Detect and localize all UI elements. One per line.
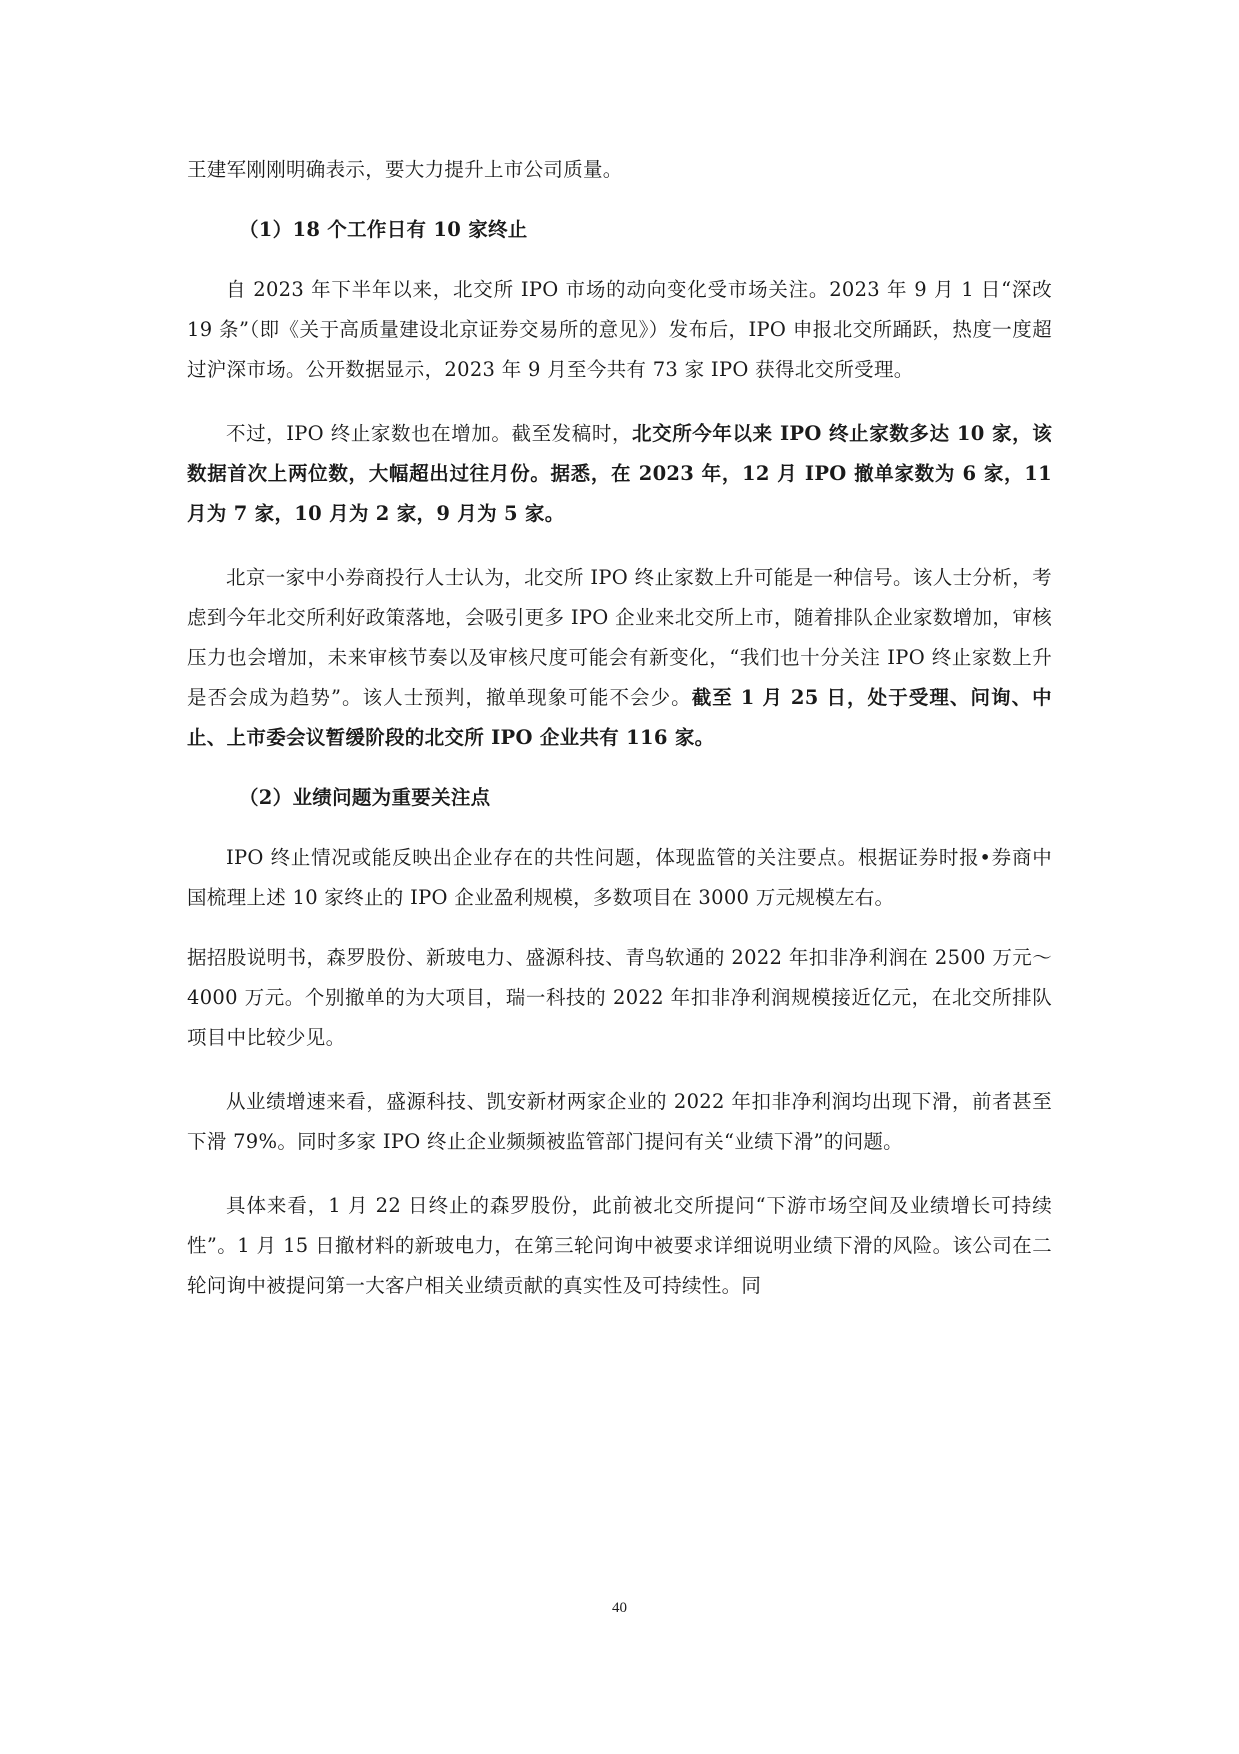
paragraph-7: 具体来看，1 月 22 日终止的森罗股份，此前被北交所提问“下游市场空间及业绩增长可持续性”。1 月 15 日撤材料的新玻电力，在第三轮问询中被要求详细说明业绩下滑的风险。该公司在二轮问询中被提问第一大客户相关业绩贡献的真实性及可持续性。同 bbox=[187, 1194, 1052, 1297]
paragraph-intro: 王建军刚刚明确表示，要大力提升上市公司质量。 bbox=[187, 158, 623, 181]
paragraph-4: IPO 终止情况或能反映出企业存在的共性问题，体现监管的关注要点。根据证券时报•券商中国梳理上述 10 家终止的 IPO 企业盈利规模，多数项目在 3000 万元规模左右。 bbox=[187, 846, 1052, 909]
paragraph-6: 从业绩增速来看，盛源科技、凯安新材两家企业的 2022 年扣非净利润均出现下滑，前者甚至下滑 79%。同时多家 IPO 终止企业频频被监管部门提问有关“业绩下滑”的问题。 bbox=[187, 1090, 1052, 1153]
paragraph-2 bbox=[187, 414, 1052, 534]
section-heading-1: （1）18 个工作日有 10 家终止 bbox=[239, 218, 528, 241]
section-heading-2: （2）业绩问题为重要关注点 bbox=[239, 786, 491, 809]
document-page bbox=[187, 150, 1052, 1306]
paragraph-1: 自 2023 年下半年以来，北交所 IPO 市场的动向变化受市场关注。2023 年 9 月 1 日“深改 19 条”（即《关于高质量建设北京证券交易所的意见》）发布后，IPO 申报北交所踊跃，热度一度超过沪深市场。公开数据显示，2023 年 9 月至今共有 73 家 IPO 获得北交所受理。 bbox=[187, 278, 1052, 381]
paragraph-3 bbox=[187, 558, 1052, 758]
paragraph-5: 据招股说明书，森罗股份、新玻电力、盛源科技、青鸟软通的 2022 年扣非净利润在 2500 万元～4000 万元。个别撤单的为大项目，瑞一科技的 2022 年扣非净利润规模接近亿元，在北交所排队项目中比较少见。 bbox=[187, 946, 1052, 1049]
paragraph-2-plain: 不过，IPO 终止家数也在增加。截至发稿时， bbox=[226, 422, 633, 445]
paragraph-2-bold: 北交所今年以来 IPO 终止家数多达 10 家，该数据首次上两位数，大幅超出过往月份。据悉，在 2023 年，12 月 IPO 撤单家数为 6 家，11 月为 7 家，10 月为 2 家，9 月为 5 家。 bbox=[187, 422, 1053, 525]
paragraph-3-bold: 截至 1 月 25 日，处于受理、问询、中止、上市委会议暂缓阶段的北交所 IPO 企业共有 116 家。 bbox=[187, 686, 1052, 749]
page-number: 40 bbox=[612, 1600, 627, 1616]
paragraph-3-plain: 北京一家中小券商投行人士认为，北交所 IPO 终止家数上升可能是一种信号。该人士分析，考虑到今年北交所利好政策落地，会吸引更多 IPO 企业来北交所上市，随着排队企业家数增加，审核压力也会增加，未来审核节奏以及审核尺度可能会有新变化，“我们也十分关注 IPO 终止家数上升是否会成为趋势”。该人士预判，撤单现象可能不会少。 bbox=[187, 566, 1052, 709]
